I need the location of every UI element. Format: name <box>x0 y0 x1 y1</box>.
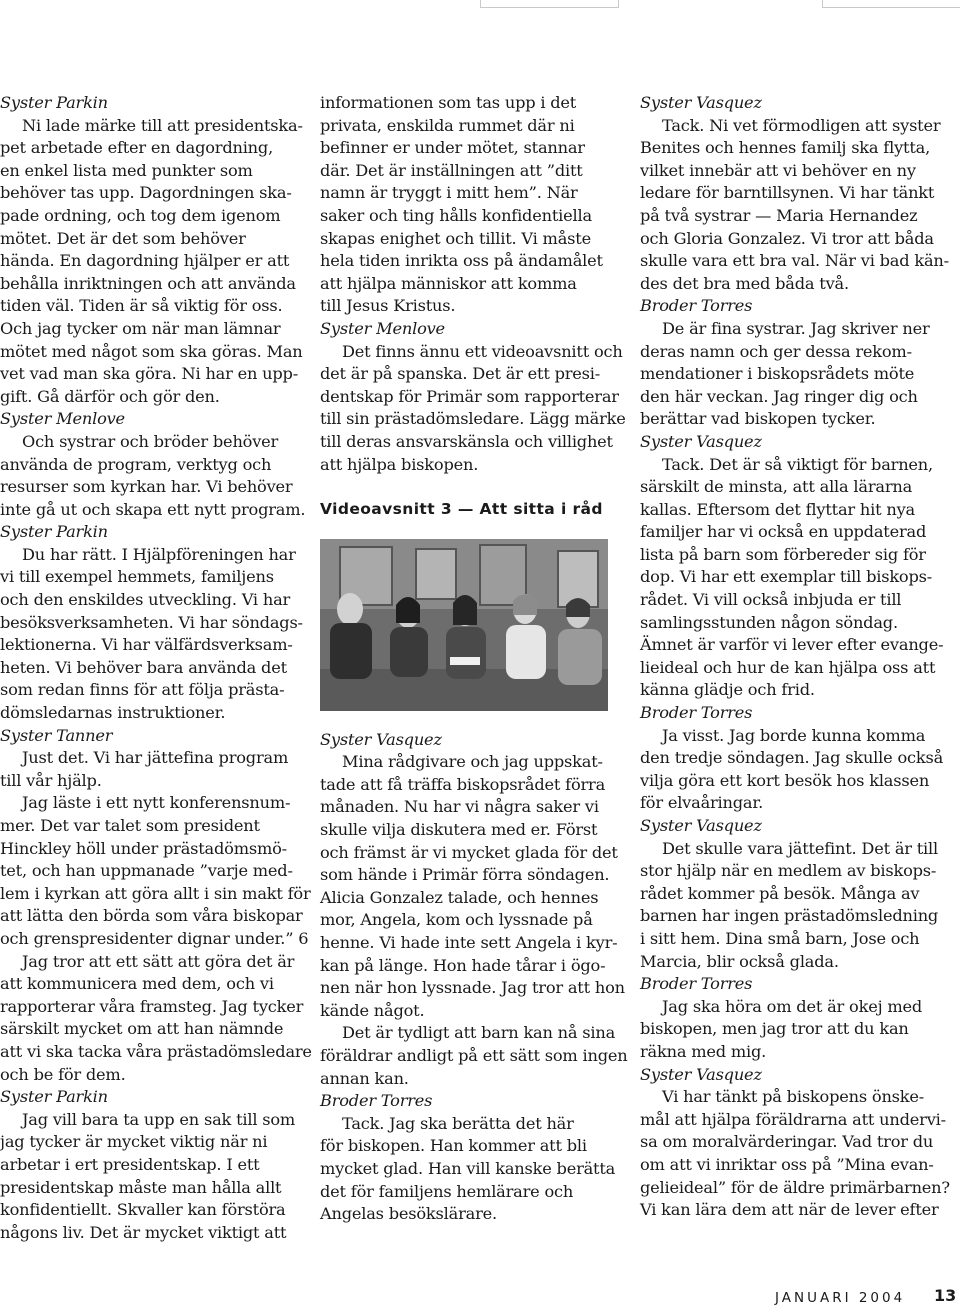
text-line: mer. Det var talet som president <box>0 816 260 835</box>
text-line: dömsledarnas instruktioner. <box>0 703 226 723</box>
text-line: för biskopen. Han kommer att bli <box>320 1136 587 1156</box>
section-heading: Videoavsnitt 3 — Att sitta i råd <box>320 500 603 519</box>
text-line: nen när hon lyssnade. Jag tror att hon <box>320 978 625 998</box>
speech-text <box>0 544 302 725</box>
text-line: lektionerna. Vi har välfärdsverksam- <box>0 635 293 655</box>
top-frame-left <box>480 0 619 8</box>
text-line: gelieideal” för de äldre primärbarnen? <box>640 1177 950 1197</box>
text-line: tiden väl. Tiden är så viktig för oss. <box>0 296 283 316</box>
text-line: sa om moralvärderingar. Vad tror du <box>640 1132 934 1152</box>
column-3 <box>640 92 950 1222</box>
text-line: föräldrar andligt på ett sätt som ingen <box>320 1046 628 1065</box>
text-line: Hinckley höll under prästadömsmö- <box>0 838 287 858</box>
speech-text <box>0 1109 302 1245</box>
text-line: presidentskap måste man hålla allt <box>0 1177 282 1197</box>
text-line: familjer har vi också en uppdaterad <box>640 522 927 542</box>
speech-text <box>640 725 944 815</box>
text-line: informationen som tas upp i det <box>320 93 577 112</box>
text-line: skulle vara ett bra val. När vi bad kän- <box>640 251 949 271</box>
text-line: Tack. Det är så viktigt för barnen, <box>662 454 933 474</box>
text-line: en enkel lista med punkter som <box>0 160 253 180</box>
text-line: vilja göra ett kort besök hos klassen <box>640 770 930 790</box>
text-line: saker och ting hålls konfidentiella <box>320 205 592 225</box>
text-line: des det bra med båda två. <box>640 273 849 293</box>
text-line: jag tycker är mycket viktig när ni <box>0 1132 268 1152</box>
speaker-name: Syster Parkin <box>0 1087 108 1107</box>
speech-text <box>0 115 302 409</box>
text-line: annan kan. <box>320 1068 409 1088</box>
text-line: och främst är vi mycket glada för det <box>320 842 618 862</box>
text-line: deras namn och ger dessa rekom- <box>640 341 912 361</box>
text-line: Vi har tänkt på biskopens önske- <box>662 1087 925 1107</box>
text-line: använda de program, verktyg och <box>0 454 272 474</box>
text-line: lem i kyrkan att göra allt i sin makt för <box>0 883 311 903</box>
text-line: mötet. Det är det som behöver <box>0 228 246 248</box>
text-line: där. Det är inställningen att ”ditt <box>320 160 583 180</box>
speaker-name: Syster Vasquez <box>320 729 442 749</box>
speaker-name: Syster Menlove <box>320 318 445 338</box>
issue-footer: JANUARI 2004 <box>775 1290 906 1306</box>
text-line: samlingsstunden någon söndag. <box>640 612 898 632</box>
text-line: Tack. Jag ska berätta det här <box>342 1113 574 1133</box>
text-line: kan på länge. Hon hade tårar i ögo- <box>320 955 606 975</box>
speech-text <box>320 341 626 477</box>
text-line: Just det. Vi har jättefina program <box>22 748 289 768</box>
speaker-name: Syster Vasquez <box>640 431 762 451</box>
text-line: och grenspresidenter dignar under.” 6 <box>0 928 309 948</box>
text-line: befinner er under mötet, stannar <box>320 138 585 158</box>
text-line: vet vad man ska göra. Ni har en upp- <box>0 364 298 384</box>
text-line: Du har rätt. I Hjälpföreningen har <box>22 544 296 564</box>
text-line: det är på spanska. Det är ett presi- <box>320 364 601 384</box>
text-line: som redan finns för att följa prästa- <box>0 680 285 700</box>
text-line: lista på barn som förbereder sig för <box>640 544 926 564</box>
text-line: pet arbetade efter en dagordning, <box>0 138 274 158</box>
text-line: till sin prästadömsledare. Lägg märke <box>320 409 626 429</box>
text-line: inte gå ut och skapa ett nytt program. <box>0 499 306 519</box>
speaker-name: Syster Vasquez <box>640 816 762 835</box>
speaker-name: Broder Torres <box>640 296 753 316</box>
text-line: någons liv. Det är mycket viktigt att <box>0 1222 287 1242</box>
speaker-name: Syster Vasquez <box>640 93 762 112</box>
text-line: Angelas besökslärare. <box>320 1204 497 1224</box>
text-line: heten. Vi behöver bara använda det <box>0 657 287 677</box>
text-line: behöver tas upp. Dagordningen ska- <box>0 183 292 203</box>
speech-text <box>640 115 949 296</box>
text-line: till vår hjälp. <box>0 770 102 790</box>
speech-text <box>640 318 940 431</box>
text-line: biskopen, men jag tror att du kan <box>640 1019 909 1039</box>
speech-text <box>640 996 940 1064</box>
text-line: dop. Vi har ett exemplar till biskops- <box>640 567 933 587</box>
speech-text <box>320 1113 620 1226</box>
text-line: tet, och han uppmanade ”varje med- <box>0 861 293 881</box>
speech-text <box>320 751 628 1090</box>
speaker-name: Broder Torres <box>640 974 753 994</box>
speaker-name: Syster Tanner <box>0 725 113 745</box>
speaker-name: Syster Menlove <box>0 409 125 429</box>
text-line: särskilt mycket om att han nämnde <box>0 1019 284 1039</box>
text-line: Det skulle vara jättefint. Det är till <box>662 838 938 858</box>
text-line: Och systrar och bröder behöver <box>22 431 279 451</box>
speaker-name: Syster Vasquez <box>640 1064 762 1084</box>
text-line: Jag läste i ett nytt konferensnum- <box>22 793 291 813</box>
text-line: att hjälpa biskopen. <box>320 454 479 474</box>
text-line: Ämnet är varför vi lever efter evange- <box>640 635 944 655</box>
text-line: Och jag tycker om när man lämnar <box>0 318 281 338</box>
speech-text <box>640 1086 950 1222</box>
page-number: 13 <box>934 1286 957 1305</box>
text-line: vilket innebär att vi behöver en ny <box>640 160 916 180</box>
text-line: behålla inriktningen och att använda <box>0 273 296 293</box>
text-line: det för familjens hemlärare och <box>320 1181 574 1201</box>
text-line: konfidentiellt. Skvaller kan förstöra <box>0 1200 286 1220</box>
speech-text <box>0 431 306 521</box>
text-line: som hände i Primär förra söndagen. <box>320 865 610 885</box>
column-2-dialogue-before <box>320 318 626 476</box>
text-line: Jag vill bara ta upp en sak till som <box>22 1109 296 1129</box>
text-line: rapporterar våra framsteg. Jag tycker <box>0 996 304 1016</box>
speech-text <box>0 747 312 1086</box>
text-line: kallas. Eftersom det flyttar hit nya <box>640 499 915 519</box>
text-line: mål att hjälpa föräldrarna att undervi- <box>640 1109 946 1129</box>
text-line: Alicia Gonzalez talade, och hennes <box>320 887 599 907</box>
text-line: månaden. Nu har vi några saker vi <box>320 797 599 817</box>
speaker-name: Broder Torres <box>320 1091 433 1111</box>
column-2-dialogue-after <box>320 729 628 1226</box>
speaker-name: Syster Parkin <box>0 522 108 542</box>
speech-text <box>640 454 944 703</box>
text-line: vi till exempel hemmets, familjens <box>0 567 274 587</box>
text-line: lieideal och hur de kan hjälpa oss att <box>640 657 936 677</box>
text-line: Jag tror att ett sätt att göra det är <box>22 951 295 971</box>
text-line: mötet med något som ska göras. Man <box>0 341 303 361</box>
text-line: mendationer i biskopsrådets möte <box>640 364 915 384</box>
text-line: pade ordning, och tog dem igenom <box>0 205 281 225</box>
column-2 <box>320 92 628 1226</box>
text-line: besöksverksamheten. Vi har söndags- <box>0 612 303 632</box>
text-line: privata, enskilda rummet där ni <box>320 115 575 135</box>
text-line: ledare för barntillsynen. Vi har tänkt <box>640 183 935 203</box>
text-line: kände något. <box>320 1000 425 1020</box>
text-line: för elvaåringar. <box>640 793 764 813</box>
text-line: gift. Gå därför och gör den. <box>0 386 220 406</box>
meeting-photo <box>320 539 608 711</box>
text-line: skulle vilja diskutera med er. Först <box>320 820 598 840</box>
text-line: och den enskildes utveckling. Vi har <box>0 590 291 610</box>
text-line: hela tiden inrikta oss på ändamålet <box>320 251 603 271</box>
text-line: att lätta den börda som våra biskopar <box>0 906 303 926</box>
text-line: henne. Vi hade inte sett Angela i kyr- <box>320 933 618 953</box>
text-line: att kommunicera med dem, och vi <box>0 974 274 994</box>
text-line: arbetar i ert presidentskap. I ett <box>0 1154 260 1174</box>
text-line: rådet kommer på besök. Många av <box>640 883 920 903</box>
text-line: och be för dem. <box>0 1064 126 1084</box>
text-line: Det finns ännu ett videoavsnitt och <box>342 341 623 361</box>
text-line: att hjälpa människor att komma <box>320 273 577 293</box>
text-line: Tack. Ni vet förmodligen att syster <box>662 115 941 135</box>
text-line: i sitt hem. Dina små barn, Jose och <box>640 928 920 948</box>
text-line: resurser som kyrkan har. Vi behöver <box>0 477 293 497</box>
text-line: mor, Angela, kom och lyssnade på <box>320 910 593 930</box>
text-line: till Jesus Kristus. <box>320 296 456 316</box>
text-line: Det är tydligt att barn kan nå sina <box>342 1023 616 1043</box>
text-line: på två systrar — Maria Hernandez <box>640 205 918 225</box>
speaker-name: Broder Torres <box>640 703 753 723</box>
text-line: hända. En dagordning hjälper er att <box>0 251 290 271</box>
text-line: Jag ska höra om det är okej med <box>662 996 923 1016</box>
text-line: skapas enighet och tillit. Vi måste <box>320 228 591 248</box>
text-line: namn är tryggt i mitt hem”. När <box>320 183 578 203</box>
text-line: Vi kan lära dem att när de lever efter <box>640 1200 939 1220</box>
text-line: och Gloria Gonzalez. Vi tror att båda <box>640 228 934 248</box>
text-line: stor hjälp när en medlem av biskops- <box>640 861 937 881</box>
speech-text <box>640 838 940 974</box>
text-line: till deras ansvarskänsla och villighet <box>320 431 613 451</box>
text-line: Marcia, blir också glada. <box>640 951 839 971</box>
text-line: dentskap för Primär som rapporterar <box>320 386 619 406</box>
text-line: berättar vad biskopen tycker. <box>640 409 876 429</box>
text-line: Ni lade märke till att presidentska- <box>22 115 303 135</box>
meeting-photo-illustration <box>320 539 608 711</box>
text-line: särskilt de minsta, att alla lärarna <box>640 477 913 497</box>
top-frame-right <box>822 0 960 8</box>
text-line: räkna med mig. <box>640 1041 767 1061</box>
column-1 <box>0 92 312 1244</box>
text-line: tade att få träffa biskopsrådet förra <box>320 774 606 794</box>
text-line: den här veckan. Jag ringer dig och <box>640 386 918 406</box>
text-line: känna glädje och frid. <box>640 680 815 700</box>
text-line: mycket glad. Han vill kanske berätta <box>320 1158 616 1178</box>
text-line: att vi ska tacka våra prästadömsledare <box>0 1041 312 1061</box>
text-line: barnen har ingen prästadömsledning <box>640 906 939 926</box>
text-line: om att vi inriktar oss på ”Mina evan- <box>640 1154 934 1174</box>
paragraph <box>320 92 620 318</box>
speaker-name: Syster Parkin <box>0 93 108 112</box>
text-line: den tredje söndagen. Jag skulle också <box>640 748 944 768</box>
column-2-continued-text <box>320 92 620 318</box>
text-line: Mina rådgivare och jag uppskat- <box>342 752 603 772</box>
text-line: Ja visst. Jag borde kunna komma <box>662 725 926 745</box>
text-line: rådet. Vi vill också inbjuda er till <box>640 590 902 610</box>
text-line: Benites och hennes familj ska flytta, <box>640 138 931 158</box>
text-line: De är fina systrar. Jag skriver ner <box>662 318 930 338</box>
